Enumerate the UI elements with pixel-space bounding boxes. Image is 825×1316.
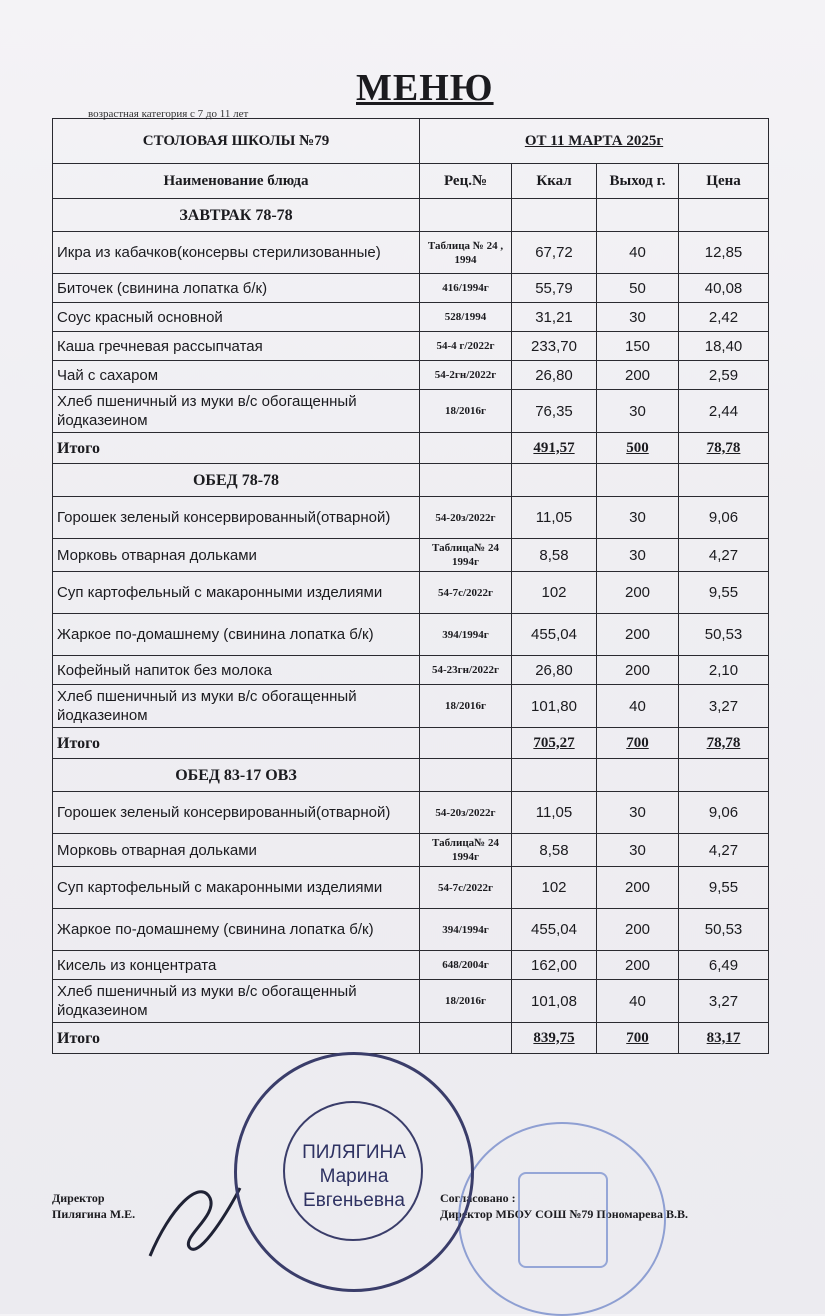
dish-price: 9,55 (679, 867, 769, 909)
dish-weight: 30 (597, 834, 679, 867)
total-row (53, 433, 769, 464)
col-weight: Выход г. (597, 164, 679, 199)
dish-weight: 40 (597, 980, 679, 1023)
dish-recipe: Таблица № 24 , 1994 (420, 232, 512, 274)
dish-recipe: Таблица№ 24 1994г (420, 834, 512, 867)
table-row (53, 572, 769, 614)
dish-price: 2,42 (679, 303, 769, 332)
dish-weight: 40 (597, 232, 679, 274)
empty-cell (420, 433, 512, 464)
dish-weight: 200 (597, 614, 679, 656)
dish-name: Биточек (свинина лопатка б/к) (53, 274, 420, 303)
table-row (53, 951, 769, 980)
total-kcal: 839,75 (512, 1023, 597, 1054)
dish-kcal: 26,80 (512, 656, 597, 685)
col-dish-name: Наименование блюда (53, 164, 420, 199)
dish-weight: 200 (597, 572, 679, 614)
dish-kcal: 76,35 (512, 390, 597, 433)
table-row (53, 303, 769, 332)
dish-name: Морковь отварная дольками (53, 539, 420, 572)
dish-price: 2,59 (679, 361, 769, 390)
age-category: возрастная категория с 7 до 11 лет (88, 108, 249, 120)
empty-cell (597, 464, 679, 497)
empty-cell (597, 759, 679, 792)
empty-cell (420, 199, 512, 232)
dish-price: 9,06 (679, 792, 769, 834)
dish-price: 50,53 (679, 614, 769, 656)
dish-weight: 200 (597, 909, 679, 951)
dish-recipe: 394/1994г (420, 614, 512, 656)
total-row (53, 1023, 769, 1054)
dish-name: Чай с сахаром (53, 361, 420, 390)
dish-recipe: 54-2гн/2022г (420, 361, 512, 390)
dish-weight: 150 (597, 332, 679, 361)
dish-weight: 30 (597, 539, 679, 572)
school-name: СТОЛОВАЯ ШКОЛЫ №79 (53, 119, 420, 164)
empty-cell (597, 199, 679, 232)
table-row (53, 232, 769, 274)
dish-recipe: 648/2004г (420, 951, 512, 980)
dish-name: Хлеб пшеничный из муки в/с обогащенный йодказеином (53, 390, 420, 433)
dish-kcal: 26,80 (512, 361, 597, 390)
dish-weight: 30 (597, 497, 679, 539)
dish-price: 3,27 (679, 685, 769, 728)
dish-name: Кофейный напиток без молока (53, 656, 420, 685)
dish-weight: 200 (597, 361, 679, 390)
dish-weight: 40 (597, 685, 679, 728)
dish-name: Соус красный основной (53, 303, 420, 332)
signature (140, 1168, 250, 1268)
empty-cell (679, 199, 769, 232)
dish-kcal: 162,00 (512, 951, 597, 980)
dish-recipe: 54-20з/2022г (420, 792, 512, 834)
empty-cell (679, 464, 769, 497)
total-kcal: 705,27 (512, 728, 597, 759)
dish-price: 4,27 (679, 539, 769, 572)
empty-cell (420, 759, 512, 792)
total-row (53, 728, 769, 759)
menu-table (52, 118, 769, 1054)
dish-recipe: 54-7с/2022г (420, 572, 512, 614)
entrepreneur-stamp (234, 1052, 474, 1292)
total-price: 78,78 (679, 728, 769, 759)
section-title: ЗАВТРАК 78-78 (53, 199, 420, 232)
empty-cell (679, 759, 769, 792)
dish-kcal: 233,70 (512, 332, 597, 361)
total-label: Итого (53, 433, 420, 464)
dish-price: 3,27 (679, 980, 769, 1023)
column-header-row (53, 164, 769, 199)
empty-cell (512, 199, 597, 232)
col-kcal: Ккал (512, 164, 597, 199)
total-label: Итого (53, 728, 420, 759)
dish-recipe: 528/1994 (420, 303, 512, 332)
dish-kcal: 67,72 (512, 232, 597, 274)
menu-date: ОТ 11 МАРТА 2025г (420, 119, 769, 164)
dish-kcal: 11,05 (512, 497, 597, 539)
school-stamp (458, 1122, 666, 1316)
total-kcal: 491,57 (512, 433, 597, 464)
dish-name: Хлеб пшеничный из муки в/с обогащенный йодказеином (53, 685, 420, 728)
stamp-text (237, 1141, 471, 1213)
dish-kcal: 102 (512, 867, 597, 909)
dish-price: 12,85 (679, 232, 769, 274)
table-row (53, 614, 769, 656)
table-header-row (53, 119, 769, 164)
dish-kcal: 101,80 (512, 685, 597, 728)
empty-cell (420, 728, 512, 759)
dish-kcal: 8,58 (512, 539, 597, 572)
stamp-line1: ПИЛЯГИНА (302, 1142, 406, 1163)
dish-recipe: 18/2016г (420, 685, 512, 728)
dish-name: Суп картофельный с макаронными изделиями (53, 867, 420, 909)
stamp-line3: Евгеньевна (303, 1190, 405, 1211)
stamp-line2: Марина (319, 1166, 389, 1187)
total-price: 78,78 (679, 433, 769, 464)
dish-name: Горошек зеленый консервированный(отварной) (53, 497, 420, 539)
table-row (53, 390, 769, 433)
col-recipe: Рец.№ (420, 164, 512, 199)
section-row (53, 464, 769, 497)
dish-weight: 30 (597, 303, 679, 332)
dish-weight: 200 (597, 951, 679, 980)
dish-weight: 50 (597, 274, 679, 303)
menu-title: МЕНЮ (356, 67, 494, 109)
table-row (53, 909, 769, 951)
director-name: Пилягина М.Е. (52, 1207, 136, 1221)
section-title: ОБЕД 83-17 ОВЗ (53, 759, 420, 792)
dish-name: Икра из кабачков(консервы стерилизованные) (53, 232, 420, 274)
dish-weight: 30 (597, 792, 679, 834)
table-row (53, 834, 769, 867)
dish-recipe: 54-23гн/2022г (420, 656, 512, 685)
dish-kcal: 455,04 (512, 614, 597, 656)
director-block (52, 1190, 135, 1222)
dish-price: 9,06 (679, 497, 769, 539)
dish-weight: 200 (597, 656, 679, 685)
dish-name: Суп картофельный с макаронными изделиями (53, 572, 420, 614)
table-row (53, 685, 769, 728)
dish-kcal: 102 (512, 572, 597, 614)
dish-recipe: 18/2016г (420, 390, 512, 433)
total-weight: 700 (597, 1023, 679, 1054)
table-row (53, 274, 769, 303)
total-label: Итого (53, 1023, 420, 1054)
dish-recipe: 54-4 г/2022г (420, 332, 512, 361)
section-row (53, 759, 769, 792)
dish-price: 2,10 (679, 656, 769, 685)
table-row (53, 792, 769, 834)
dish-price: 2,44 (679, 390, 769, 433)
school-stamp-emblem (518, 1172, 608, 1268)
dish-recipe: 416/1994г (420, 274, 512, 303)
dish-recipe: 54-20з/2022г (420, 497, 512, 539)
dish-recipe: 54-7с/2022г (420, 867, 512, 909)
total-price: 83,17 (679, 1023, 769, 1054)
table-row (53, 497, 769, 539)
dish-recipe: Таблица№ 24 1994г (420, 539, 512, 572)
table-row (53, 867, 769, 909)
section-row (53, 199, 769, 232)
dish-name: Хлеб пшеничный из муки в/с обогащенный йодказеином (53, 980, 420, 1023)
dish-recipe: 18/2016г (420, 980, 512, 1023)
dish-kcal: 31,21 (512, 303, 597, 332)
total-weight: 500 (597, 433, 679, 464)
dish-weight: 30 (597, 390, 679, 433)
dish-price: 9,55 (679, 572, 769, 614)
dish-name: Жаркое по-домашнему (свинина лопатка б/к) (53, 909, 420, 951)
empty-cell (512, 759, 597, 792)
dish-name: Морковь отварная дольками (53, 834, 420, 867)
table-row (53, 980, 769, 1023)
agreed-by: Директор МБОУ СОШ №79 Пономарева В.В. (440, 1207, 688, 1221)
empty-cell (420, 464, 512, 497)
agreed-label: Согласовано : (440, 1191, 516, 1205)
col-price: Цена (679, 164, 769, 199)
table-row (53, 539, 769, 572)
total-weight: 700 (597, 728, 679, 759)
dish-price: 50,53 (679, 909, 769, 951)
dish-name: Жаркое по-домашнему (свинина лопатка б/к) (53, 614, 420, 656)
dish-weight: 200 (597, 867, 679, 909)
dish-name: Каша гречневая рассыпчатая (53, 332, 420, 361)
dish-kcal: 101,08 (512, 980, 597, 1023)
table-row (53, 361, 769, 390)
empty-cell (420, 1023, 512, 1054)
table-row (53, 332, 769, 361)
dish-kcal: 11,05 (512, 792, 597, 834)
dish-kcal: 55,79 (512, 274, 597, 303)
dish-kcal: 8,58 (512, 834, 597, 867)
dish-price: 18,40 (679, 332, 769, 361)
table-row (53, 656, 769, 685)
director-title: Директор (52, 1191, 105, 1205)
empty-cell (512, 464, 597, 497)
dish-price: 40,08 (679, 274, 769, 303)
section-title: ОБЕД 78-78 (53, 464, 420, 497)
dish-kcal: 455,04 (512, 909, 597, 951)
dish-price: 4,27 (679, 834, 769, 867)
dish-name: Горошек зеленый консервированный(отварной) (53, 792, 420, 834)
dish-price: 6,49 (679, 951, 769, 980)
dish-recipe: 394/1994г (420, 909, 512, 951)
dish-name: Кисель из концентрата (53, 951, 420, 980)
